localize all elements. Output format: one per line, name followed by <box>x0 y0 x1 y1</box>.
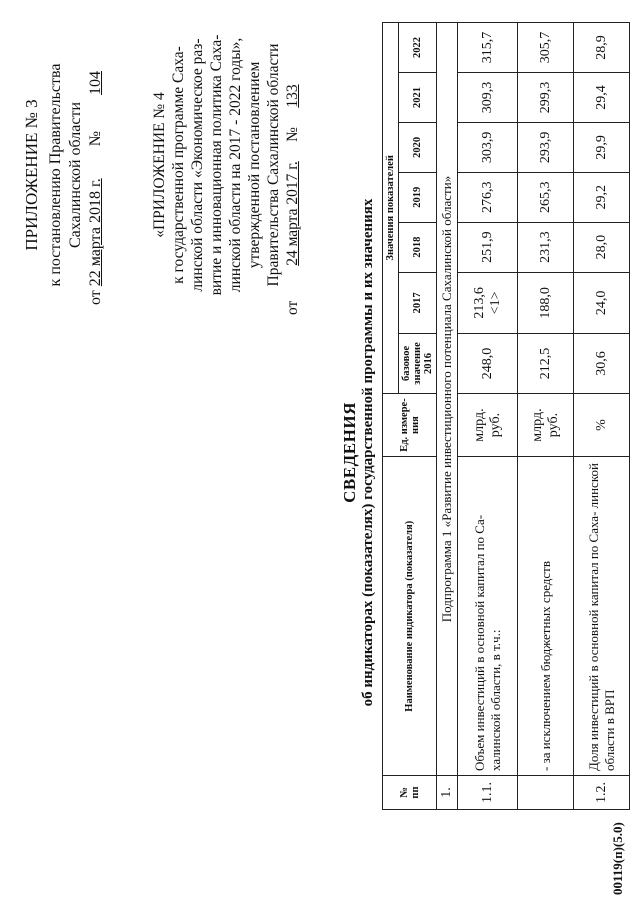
annex-3-no-sign: № <box>87 131 104 147</box>
header-year: 2020 <box>399 122 437 172</box>
table-row-subprogram <box>437 23 458 810</box>
row-name: Объем инвестиций в основной капитал по Са- халинской области, в т.ч.: <box>458 457 518 776</box>
row-value: 231,3 <box>518 222 574 272</box>
header-num: № пп <box>383 776 437 810</box>
annex-4-title: «ПРИЛОЖЕНИЕ № 4 <box>151 92 168 238</box>
annex-4-no-sign: № <box>284 127 301 142</box>
annex-3-line1: к постановлению Правительства <box>47 63 64 287</box>
table-row <box>518 23 574 810</box>
row-value: 276,3 <box>458 172 518 222</box>
row-num: 1.1. <box>458 776 518 810</box>
annex-4-line3: витие и инновационная политика Саха- <box>208 34 225 296</box>
annex-4-dateline <box>283 15 302 315</box>
subprogram-title: Подпрограмма 1 «Развитие инвестиционного потенциала Сахалинской области» <box>437 23 458 776</box>
annex-4-header <box>150 15 302 315</box>
row-value: 28,0 <box>574 222 630 272</box>
row-value: 29,4 <box>574 73 630 123</box>
row-base: 212,5 <box>518 334 574 393</box>
indicators-table <box>382 22 630 810</box>
annex-4-date: 24 марта 2017 г. <box>284 161 301 266</box>
row-value: 293,9 <box>518 122 574 172</box>
row-value: 24,0 <box>574 272 630 334</box>
row-value: 213,6 <1> <box>458 272 518 334</box>
row-unit: % <box>574 393 630 457</box>
row-base: 30,6 <box>574 334 630 393</box>
header-year: 2019 <box>399 172 437 222</box>
annex-4-line4: линской области на 2017 - 2022 годы», <box>227 37 244 293</box>
annex-4-line2: линской области «Экономическое раз- <box>189 38 206 292</box>
annex-3-header <box>22 25 106 325</box>
row-unit: млрд. руб. <box>518 393 574 457</box>
header-values: Значения показателей <box>383 23 399 394</box>
document-heading <box>340 0 377 905</box>
header-year: 2018 <box>399 222 437 272</box>
row-base: 248,0 <box>458 334 518 393</box>
header-unit: Ед. измере- ния <box>383 393 437 457</box>
annex-3-number: 104 <box>87 71 104 95</box>
annex-3-line2: Сахалинской области <box>67 101 84 249</box>
header-year: 2017 <box>399 272 437 334</box>
header-year: 2021 <box>399 73 437 123</box>
row-value: 315,7 <box>458 23 518 73</box>
annex-3-dateline <box>86 25 106 325</box>
row-name: Доля инвестиций в основной капитал по Саха- линской области в ВРП <box>574 457 630 776</box>
row-value: 309,3 <box>458 73 518 123</box>
annex-4-line5: утвержденной постановлением <box>246 61 263 269</box>
row-value: 303,9 <box>458 122 518 172</box>
annex-4-from: от <box>284 300 301 315</box>
header-name: Наименование индикатора (показателя) <box>383 457 437 776</box>
row-value: 305,7 <box>518 23 574 73</box>
annex-3-date: 22 марта 2018 г. <box>87 178 104 287</box>
annex-4-number: 133 <box>284 84 301 108</box>
annex-4-line1: к государственной программе Саха- <box>170 46 187 284</box>
row-num: 1.2. <box>574 776 630 810</box>
table-row <box>458 23 518 810</box>
annex-4-line6: Правительства Сахалинской области <box>265 43 282 287</box>
row-value: 299,3 <box>518 73 574 123</box>
row-name: - за исключением бюджетных средств <box>518 457 574 776</box>
subprogram-num: 1. <box>437 776 458 810</box>
annex-3-from: от <box>87 290 104 305</box>
row-num <box>518 776 574 810</box>
row-value: 251,9 <box>458 222 518 272</box>
row-value: 29,2 <box>574 172 630 222</box>
document-subtitle: об индикаторах (показателях) государственной программы и их значениях <box>360 198 376 707</box>
document-code: 00119(п)(5.0) <box>610 822 625 895</box>
table-row <box>574 23 630 810</box>
annex-3-title: ПРИЛОЖЕНИЕ № 3 <box>22 99 41 251</box>
header-base: базовое значение 2016 <box>399 334 437 393</box>
row-value: 265,3 <box>518 172 574 222</box>
row-unit: млрд. руб. <box>458 393 518 457</box>
row-value: 29,9 <box>574 122 630 172</box>
row-value: 188,0 <box>518 272 574 334</box>
header-year: 2022 <box>399 23 437 73</box>
document-title: СВЕДЕНИЯ <box>340 402 359 503</box>
row-value: 28,9 <box>574 23 630 73</box>
